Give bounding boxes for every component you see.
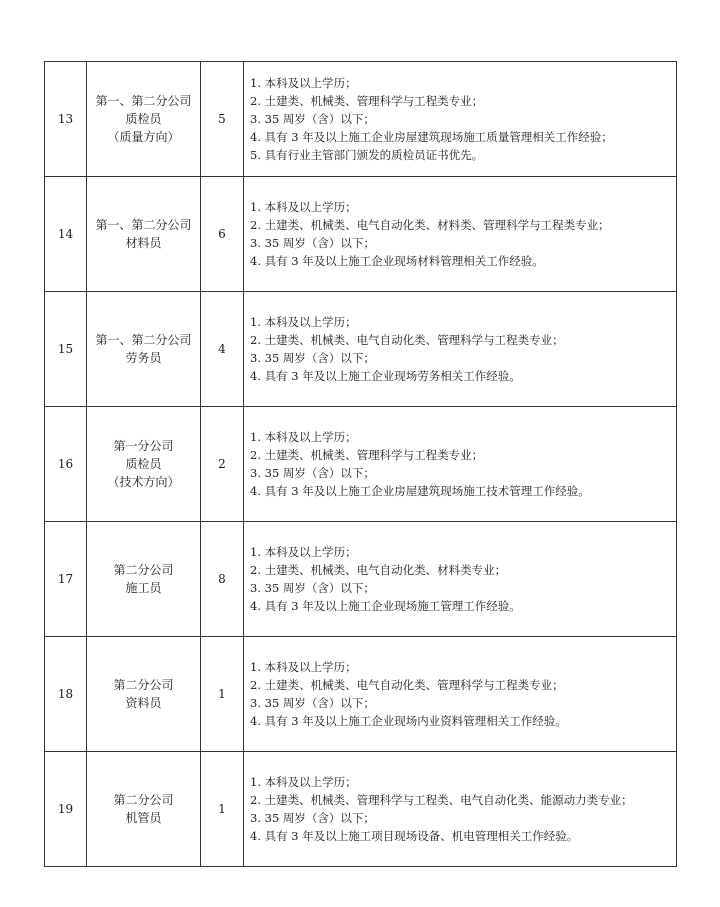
department-position-line: 第二分公司 (113, 678, 174, 692)
table-row (45, 62, 677, 177)
requirement-line: 4. 具有 3 年及以上施工企业房屋建筑现场施工质量管理相关工作经验； (250, 130, 613, 144)
requirements-cell (244, 407, 677, 522)
requirement-line: 4. 具有 3 年及以上施工企业房屋建筑现场施工技术管理工作经验。 (250, 484, 590, 498)
department-position-line: 第一、第二分公司 (95, 218, 192, 232)
department-position-cell (87, 292, 201, 407)
department-position-cell (87, 522, 201, 637)
row-number: 13 (45, 62, 87, 177)
row-number: 19 (45, 752, 87, 867)
department-position-line: 材料员 (125, 236, 162, 250)
requirement-line: 2. 土建类、机械类、电气自动化类、材料类专业； (250, 563, 507, 577)
headcount: 1 (201, 637, 244, 752)
requirement-line: 3. 35 周岁（含）以下； (250, 581, 375, 595)
job-requirements-table (44, 61, 677, 867)
requirement-line: 1. 本科及以上学历； (250, 315, 357, 329)
headcount: 6 (201, 177, 244, 292)
department-position-line: 第二分公司 (113, 563, 174, 577)
department-position-cell (87, 62, 201, 177)
headcount: 1 (201, 752, 244, 867)
table-row (45, 292, 677, 407)
requirement-line: 2. 土建类、机械类、电气自动化类、管理科学与工程类专业； (250, 333, 564, 347)
department-position-line: 质检员 (125, 112, 162, 126)
requirement-line: 1. 本科及以上学历； (250, 775, 357, 789)
department-position-line: 质检员 (125, 457, 162, 471)
department-position-cell (87, 752, 201, 867)
requirement-line: 4. 具有 3 年及以上施工企业现场内业资料管理相关工作经验。 (250, 714, 567, 728)
department-position-line: 施工员 (125, 581, 162, 595)
department-position-line: 第二分公司 (113, 793, 174, 807)
table-row (45, 177, 677, 292)
requirements-cell (244, 752, 677, 867)
requirement-line: 2. 土建类、机械类、管理科学与工程类专业； (250, 94, 484, 108)
requirement-line: 3. 35 周岁（含）以下； (250, 236, 375, 250)
requirement-line: 1. 本科及以上学历； (250, 545, 357, 559)
requirement-line: 4. 具有 3 年及以上施工企业现场材料管理相关工作经验。 (250, 254, 544, 268)
requirement-line: 4. 具有 3 年及以上施工项目现场设备、机电管理相关工作经验。 (250, 829, 579, 843)
department-position-cell (87, 637, 201, 752)
department-position-line: （技术方向） (107, 475, 180, 489)
department-position-line: 机管员 (125, 811, 162, 825)
table-row (45, 522, 677, 637)
headcount: 4 (201, 292, 244, 407)
requirement-line: 2. 土建类、机械类、管理科学与工程类、电气自动化类、能源动力类专业； (250, 793, 633, 807)
requirement-line: 3. 35 周岁（含）以下； (250, 466, 375, 480)
headcount: 5 (201, 62, 244, 177)
department-position-line: （质量方向） (107, 130, 180, 144)
department-position-line: 劳务员 (125, 351, 162, 365)
requirement-line: 3. 35 周岁（含）以下； (250, 351, 375, 365)
requirement-line: 3. 35 周岁（含）以下； (250, 811, 375, 825)
requirement-line: 3. 35 周岁（含）以下； (250, 696, 375, 710)
table-row (45, 407, 677, 522)
requirement-line: 5. 具有行业主管部门颁发的质检员证书优先。 (250, 148, 484, 162)
requirements-cell (244, 177, 677, 292)
requirements-cell (244, 62, 677, 177)
table-body (45, 62, 677, 867)
row-number: 17 (45, 522, 87, 637)
requirement-line: 4. 具有 3 年及以上施工企业现场劳务相关工作经验。 (250, 369, 521, 383)
requirement-line: 2. 土建类、机械类、电气自动化类、材料类、管理科学与工程类专业； (250, 218, 610, 232)
department-position-line: 第一、第二分公司 (95, 94, 192, 108)
row-number: 14 (45, 177, 87, 292)
requirement-line: 4. 具有 3 年及以上施工企业现场施工管理工作经验。 (250, 599, 521, 613)
row-number: 15 (45, 292, 87, 407)
department-position-line: 第一、第二分公司 (95, 333, 192, 347)
table-row (45, 637, 677, 752)
requirement-line: 1. 本科及以上学历； (250, 200, 357, 214)
row-number: 16 (45, 407, 87, 522)
requirement-line: 2. 土建类、机械类、电气自动化类、管理科学与工程类专业； (250, 678, 564, 692)
row-number: 18 (45, 637, 87, 752)
requirements-cell (244, 637, 677, 752)
table-row (45, 752, 677, 867)
requirement-line: 2. 土建类、机械类、管理科学与工程类专业； (250, 448, 484, 462)
headcount: 8 (201, 522, 244, 637)
department-position-cell (87, 177, 201, 292)
requirements-cell (244, 522, 677, 637)
headcount: 2 (201, 407, 244, 522)
requirement-line: 3. 35 周岁（含）以下； (250, 112, 375, 126)
requirement-line: 1. 本科及以上学历； (250, 660, 357, 674)
requirements-cell (244, 292, 677, 407)
department-position-cell (87, 407, 201, 522)
requirement-line: 1. 本科及以上学历； (250, 430, 357, 444)
department-position-line: 资料员 (125, 696, 162, 710)
department-position-line: 第一分公司 (113, 439, 174, 453)
requirement-line: 1. 本科及以上学历； (250, 76, 357, 90)
